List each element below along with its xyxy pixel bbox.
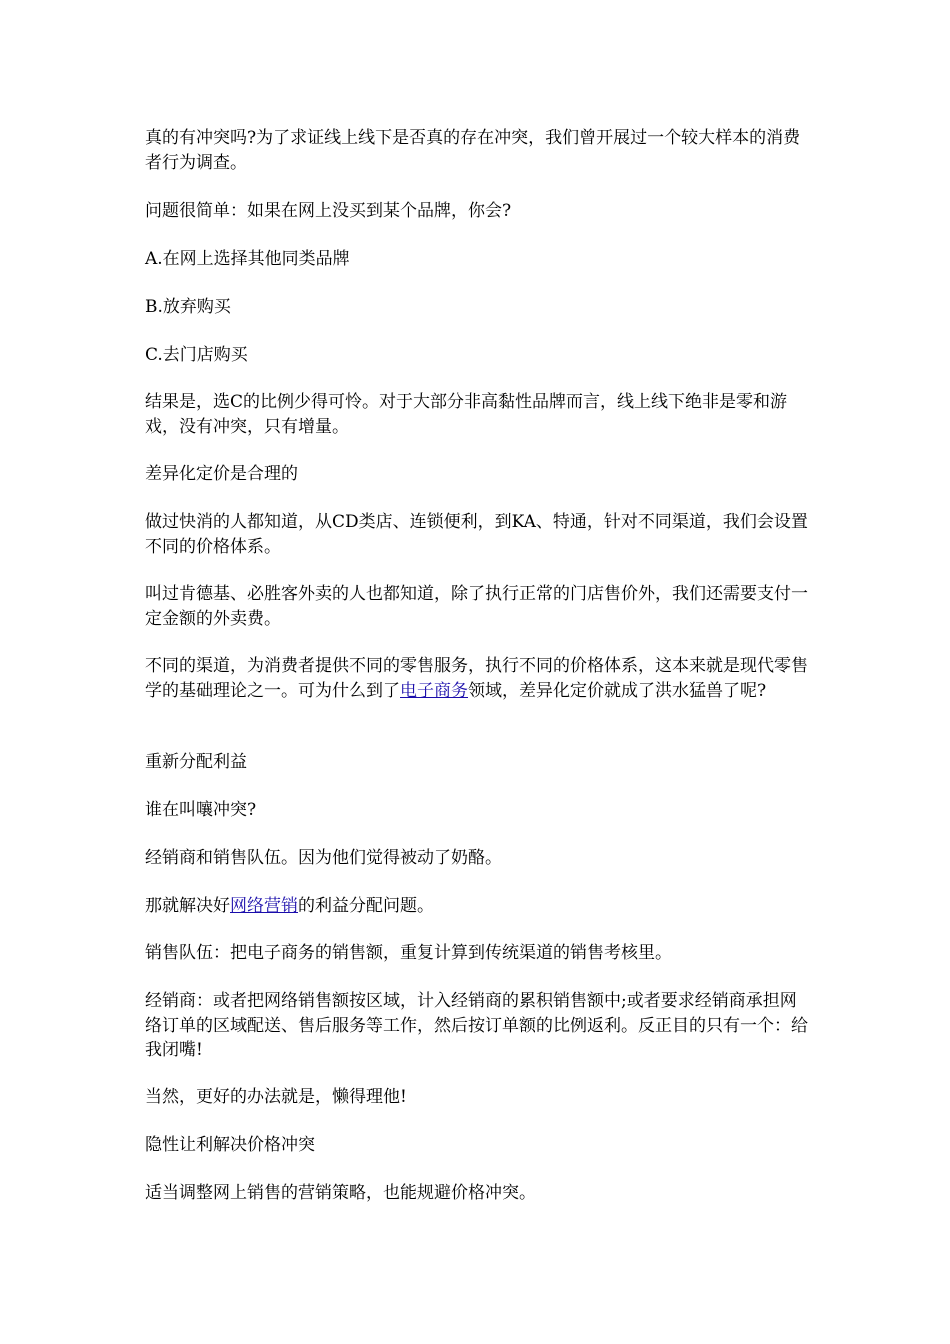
link-online-marketing[interactable]: 网络营销	[230, 896, 298, 916]
paragraph-solve-allocation	[145, 894, 810, 919]
paragraph-ignore: 当然，更好的办法就是，懒得理他!	[145, 1087, 407, 1107]
paragraph-option-c: C.去门店购买	[145, 345, 248, 365]
paragraph-option-b: B.放弃购买	[145, 297, 231, 317]
paragraph-fmcg-channels: 做过快消的人都知道，从CD类店、连锁便利，到KA、特通，针对不同渠道，我们会设置不同的价格体系。	[145, 512, 808, 557]
heading-redistribute-interests: 重新分配利益	[145, 752, 247, 772]
paragraph-channel-pricing	[145, 654, 810, 703]
paragraph-text-after: 的利益分配问题。	[298, 896, 434, 916]
heading-differential-pricing: 差异化定价是合理的	[145, 464, 298, 484]
paragraph-text-before: 不同的渠道，为消费者提供不同的零售服务，执行不同的价格体系，这本来就是现代零售学的基础理论之一。可为什么到了	[145, 656, 808, 701]
heading-hidden-discount: 隐性让利解决价格冲突	[145, 1135, 315, 1155]
paragraph-question: 问题很简单：如果在网上没买到某个品牌，你会?	[145, 201, 512, 221]
paragraph-dealer: 经销商：或者把网络销售额按区域，计入经销商的累积销售额中;或者要求经销商承担网络订单的区域配送、售后服务等工作，然后按订单额的比例返利。反正目的只有一个：给我闭嘴!	[145, 991, 808, 1060]
paragraph-text-after: 领域，差异化定价就成了洪水猛兽了呢?	[468, 680, 767, 701]
paragraph-option-a: A.在网上选择其他同类品牌	[145, 249, 350, 269]
paragraph-who-complains: 谁在叫嚷冲突?	[145, 800, 257, 820]
paragraph-result: 结果是，选C的比例少得可怜。对于大部分非高黏性品牌而言，线上线下绝非是零和游戏，没有冲突，只有增量。	[145, 392, 788, 437]
paragraph-dealers-sales: 经销商和销售队伍。因为他们觉得被动了奶酪。	[145, 848, 502, 868]
paragraph-text-before: 那就解决好	[145, 896, 230, 916]
paragraph-sales-team: 销售队伍：把电子商务的销售额，重复计算到传统渠道的销售考核里。	[145, 943, 672, 963]
paragraph-delivery-fee: 叫过肯德基、必胜客外卖的人也都知道，除了执行正常的门店售价外，我们还需要支付一定金额的外卖费。	[145, 584, 808, 629]
paragraph-survey-intro: 真的有冲突吗?为了求证线上线下是否真的存在冲突，我们曾开展过一个较大样本的消费者行为调查。	[145, 128, 801, 173]
link-ecommerce[interactable]: 电子商务	[400, 680, 468, 701]
paragraph-adjust-strategy: 适当调整网上销售的营销策略，也能规避价格冲突。	[145, 1183, 536, 1203]
